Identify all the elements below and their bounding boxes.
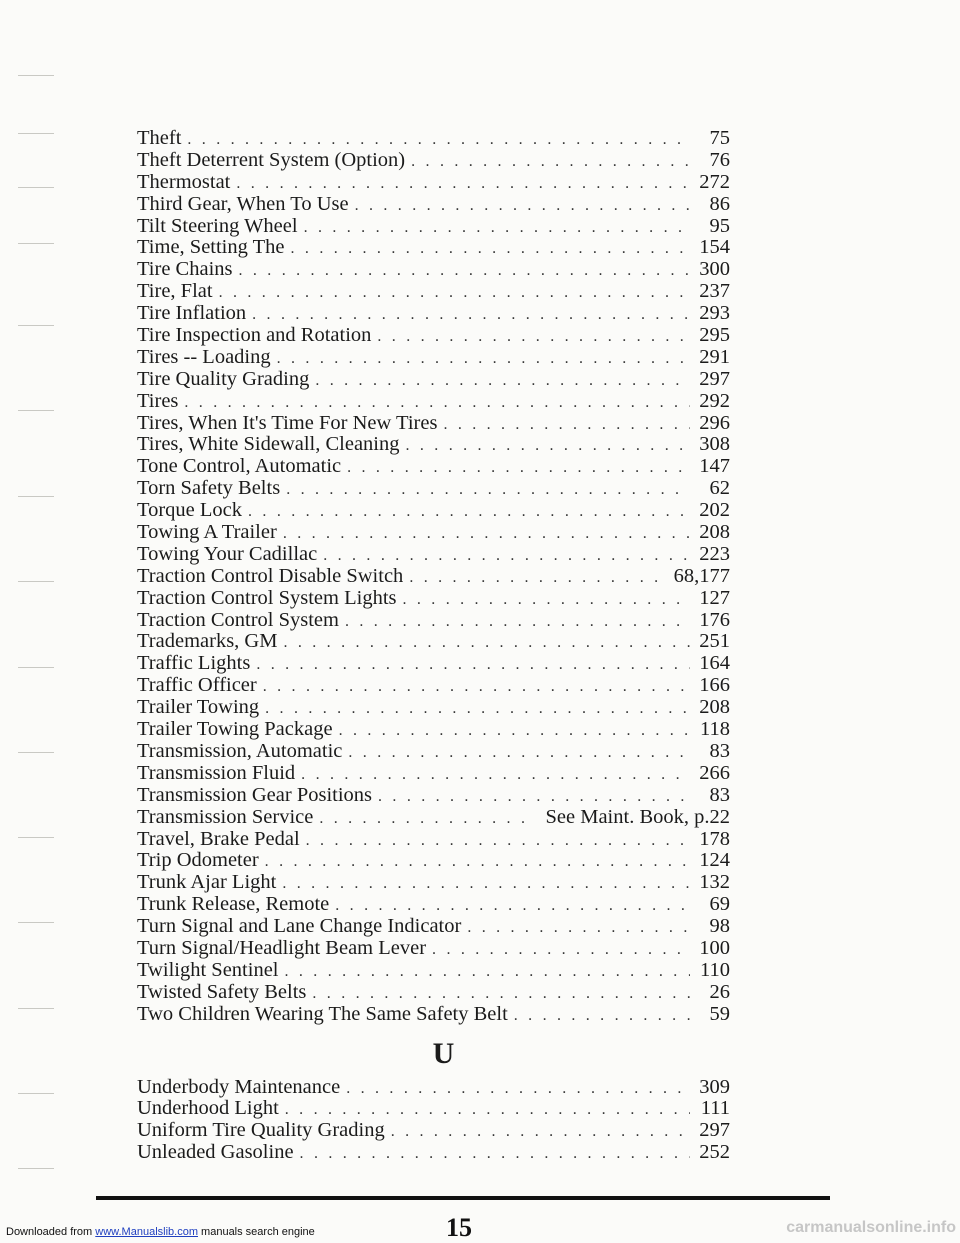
- dot-leader: [236, 173, 690, 195]
- index-entry: [137, 894, 730, 916]
- entry-page: 272: [699, 170, 730, 193]
- index-entry: [137, 391, 730, 413]
- entry-label: Transmission Fluid: [137, 761, 296, 784]
- dot-leader: [256, 654, 690, 676]
- entry-page: 297: [699, 367, 730, 390]
- index-entry: [137, 785, 730, 807]
- dot-leader: [248, 501, 690, 523]
- dot-leader: [239, 260, 691, 282]
- index-entry: [137, 369, 730, 391]
- entry-page: 176: [699, 608, 730, 631]
- entry-label: Trip Odometer: [137, 849, 259, 872]
- entry-page: 293: [699, 302, 730, 325]
- entry-page: 83: [709, 783, 730, 806]
- index-entry: [137, 741, 730, 763]
- index-entry: [137, 938, 730, 960]
- dot-leader: [378, 786, 690, 808]
- dot-leader: [291, 238, 690, 260]
- entry-label: Torn Safety Belts: [137, 477, 281, 500]
- entry-page: 83: [709, 739, 730, 762]
- dot-leader: [346, 1078, 690, 1100]
- index-entry: [137, 807, 730, 829]
- entry-label: Tires, White Sidewall, Cleaning: [137, 433, 400, 456]
- entry-label: Trailer Towing: [137, 696, 260, 719]
- entry-label: Tire Quality Grading: [137, 367, 310, 390]
- entry-page: 202: [699, 499, 730, 522]
- entry-page: 309: [699, 1075, 730, 1098]
- entry-label: Towing Your Cadillac: [137, 542, 318, 565]
- index-entry: [137, 1004, 730, 1026]
- entry-page: 251: [699, 630, 730, 653]
- entry-page: See Maint. Book, p.22: [545, 805, 730, 828]
- index-entry: [137, 653, 730, 675]
- dot-leader: [219, 282, 690, 304]
- entry-page: 166: [699, 674, 730, 697]
- page-number: 15: [446, 1213, 472, 1242]
- index-entry: [137, 237, 730, 259]
- entry-page: 110: [700, 958, 730, 981]
- entry-label: Thermostat: [137, 170, 231, 193]
- dot-leader: [347, 457, 690, 479]
- dot-leader: [319, 808, 525, 830]
- dot-leader: [355, 195, 690, 217]
- entry-page: 111: [700, 1097, 730, 1120]
- u-entries: [137, 1077, 730, 1165]
- dot-leader: [323, 545, 690, 567]
- index-entry: [137, 1098, 730, 1120]
- margin-binding-marks: [18, 0, 58, 1242]
- download-suffix: manuals search engine: [201, 1226, 315, 1238]
- dot-leader: [265, 698, 690, 720]
- entry-page: 86: [709, 192, 730, 215]
- entry-page: 69: [709, 893, 730, 916]
- dot-leader: [335, 895, 690, 917]
- entry-page: 154: [699, 236, 730, 259]
- dot-leader: [312, 983, 690, 1005]
- index-entry: [137, 150, 730, 172]
- entry-label: Time, Setting The: [137, 236, 285, 259]
- index-entry: [137, 1120, 730, 1142]
- index-entry: [137, 259, 730, 281]
- dot-leader: [252, 304, 690, 326]
- entry-page: 75: [709, 127, 730, 149]
- entry-page: 266: [699, 761, 730, 784]
- download-prefix: Downloaded from: [6, 1226, 93, 1238]
- entry-page: 237: [699, 280, 730, 303]
- entry-page: 127: [699, 586, 730, 609]
- entry-label: Travel, Brake Pedal: [137, 827, 300, 850]
- entry-page: 132: [699, 871, 730, 894]
- index-entry: [137, 303, 730, 325]
- entry-label: Traffic Officer: [137, 674, 257, 697]
- dot-leader: [283, 523, 690, 545]
- dot-leader: [301, 764, 690, 786]
- entry-label: Twilight Sentinel: [137, 958, 279, 981]
- index-entry: [137, 982, 730, 1004]
- entry-page: 68,177: [673, 564, 730, 587]
- entry-page: 300: [699, 258, 730, 281]
- index-entry: [137, 456, 730, 478]
- index-entry: [137, 194, 730, 216]
- entry-label: Transmission, Automatic: [137, 739, 343, 762]
- index-entry: [137, 960, 730, 982]
- entry-label: Twisted Safety Belts: [137, 980, 307, 1003]
- section-letter-u: U: [432, 1036, 455, 1070]
- entry-label: Torque Lock: [137, 499, 243, 522]
- entry-label: Tire Inspection and Rotation: [137, 324, 372, 347]
- index-entry: [137, 588, 730, 610]
- dot-leader: [286, 479, 690, 501]
- dot-leader: [409, 567, 667, 589]
- entry-label: Tone Control, Automatic: [137, 455, 342, 478]
- index-entry: [137, 281, 730, 303]
- entry-label: Tire, Flat: [137, 280, 213, 303]
- index-entry: [137, 500, 730, 522]
- entry-label: Towing A Trailer: [137, 521, 277, 544]
- entry-page: 59: [709, 1002, 730, 1025]
- dot-leader: [339, 720, 690, 742]
- entry-label: Turn Signal and Lane Change Indicator: [137, 915, 462, 938]
- entry-label: Tires, When It's Time For New Tires: [137, 411, 438, 434]
- dot-leader: [184, 392, 690, 414]
- dot-leader: [263, 676, 690, 698]
- index-entry: [137, 566, 730, 588]
- entry-page: 208: [699, 521, 730, 544]
- index-entry: [137, 719, 730, 741]
- entry-page: 76: [709, 148, 730, 171]
- dot-leader: [300, 1143, 690, 1165]
- entry-label: Third Gear, When To Use: [137, 192, 349, 215]
- entry-label: Tire Chains: [137, 258, 233, 281]
- entry-page: 62: [709, 477, 730, 500]
- index-entry: [137, 434, 730, 456]
- entry-label: Transmission Service: [137, 805, 314, 828]
- dot-leader: [403, 589, 691, 611]
- entry-label: Transmission Gear Positions: [137, 783, 373, 806]
- entry-page: 124: [699, 849, 730, 872]
- index-list: [137, 128, 730, 1164]
- index-entry: [137, 478, 730, 500]
- entry-page: 297: [699, 1119, 730, 1142]
- dot-leader: [467, 917, 690, 939]
- index-entry: [137, 916, 730, 938]
- entry-page: 252: [699, 1141, 730, 1164]
- entry-page: 223: [699, 542, 730, 565]
- dot-leader: [406, 435, 691, 457]
- index-entry: [137, 128, 730, 150]
- entry-page: 95: [709, 214, 730, 237]
- entry-label: Unleaded Gasoline: [137, 1141, 294, 1164]
- entry-label: Tires -- Loading: [137, 345, 271, 368]
- dot-leader: [391, 1121, 690, 1143]
- entry-label: Tire Inflation: [137, 302, 247, 325]
- dot-leader: [377, 326, 690, 348]
- dot-leader: [306, 830, 690, 852]
- index-entry: [137, 610, 730, 632]
- dot-leader: [285, 1099, 690, 1121]
- footer-rule: [96, 1196, 830, 1200]
- entry-label: Traction Control System: [137, 608, 339, 631]
- entry-label: Tires: [137, 389, 179, 412]
- entry-label: Trunk Release, Remote: [137, 893, 330, 916]
- dot-leader: [443, 414, 690, 436]
- entry-page: 291: [699, 345, 730, 368]
- dot-leader: [283, 632, 690, 654]
- entry-page: 26: [709, 980, 730, 1003]
- entry-page: 208: [699, 696, 730, 719]
- watermark: carmanualsonline.info: [786, 1219, 956, 1236]
- entry-page: 98: [709, 915, 730, 938]
- index-entry: [137, 872, 730, 894]
- entry-label: Theft: [137, 127, 182, 149]
- index-entry: [137, 216, 730, 238]
- index-entry: [137, 347, 730, 369]
- index-entry: [137, 697, 730, 719]
- dot-leader: [432, 939, 690, 961]
- entry-page: 100: [699, 936, 730, 959]
- entry-label: Trunk Ajar Light: [137, 871, 277, 894]
- entry-label: Tilt Steering Wheel: [137, 214, 298, 237]
- entry-page: 292: [699, 389, 730, 412]
- entry-label: Two Children Wearing The Same Safety Belt: [137, 1002, 508, 1025]
- dot-leader: [348, 742, 690, 764]
- dot-leader: [514, 1005, 690, 1027]
- dot-leader: [277, 348, 690, 370]
- index-entry: [137, 675, 730, 697]
- index-entry: [137, 413, 730, 435]
- dot-leader: [304, 217, 690, 239]
- entry-label: Trademarks, GM: [137, 630, 278, 653]
- dot-leader: [345, 611, 690, 633]
- entry-label: Traffic Lights: [137, 652, 251, 675]
- entry-label: Underbody Maintenance: [137, 1075, 341, 1098]
- index-entry: [137, 631, 730, 653]
- entry-page: 118: [700, 718, 730, 741]
- dot-leader: [265, 851, 690, 873]
- index-entry: [137, 544, 730, 566]
- entry-label: Traction Control System Lights: [137, 586, 397, 609]
- entry-label: Theft Deterrent System (Option): [137, 148, 406, 171]
- dot-leader: [285, 961, 691, 983]
- entry-page: 308: [699, 433, 730, 456]
- entry-page: 147: [699, 455, 730, 478]
- index-entry: [137, 850, 730, 872]
- index-entry: [137, 1077, 730, 1099]
- index-entry: [137, 829, 730, 851]
- download-credit: [6, 1226, 315, 1238]
- index-entry: [137, 1142, 730, 1164]
- entry-page: 164: [699, 652, 730, 675]
- dot-leader: [187, 129, 690, 151]
- index-entry: [137, 325, 730, 347]
- entry-page: 178: [699, 827, 730, 850]
- index-entry: [137, 763, 730, 785]
- index-entry: [137, 172, 730, 194]
- index-entry: [137, 522, 730, 544]
- manualslib-link[interactable]: www.Manualslib.com: [95, 1226, 198, 1238]
- dot-leader: [315, 370, 690, 392]
- entry-label: Turn Signal/Headlight Beam Lever: [137, 936, 427, 959]
- t-entries: [137, 128, 730, 1026]
- entry-label: Uniform Tire Quality Grading: [137, 1119, 385, 1142]
- dot-leader: [411, 151, 690, 173]
- dot-leader: [282, 873, 690, 895]
- entry-page: 296: [699, 411, 730, 434]
- entry-page: 295: [699, 324, 730, 347]
- entry-label: Traction Control Disable Switch: [137, 564, 404, 587]
- entry-label: Underhood Light: [137, 1097, 279, 1120]
- entry-label: Trailer Towing Package: [137, 718, 333, 741]
